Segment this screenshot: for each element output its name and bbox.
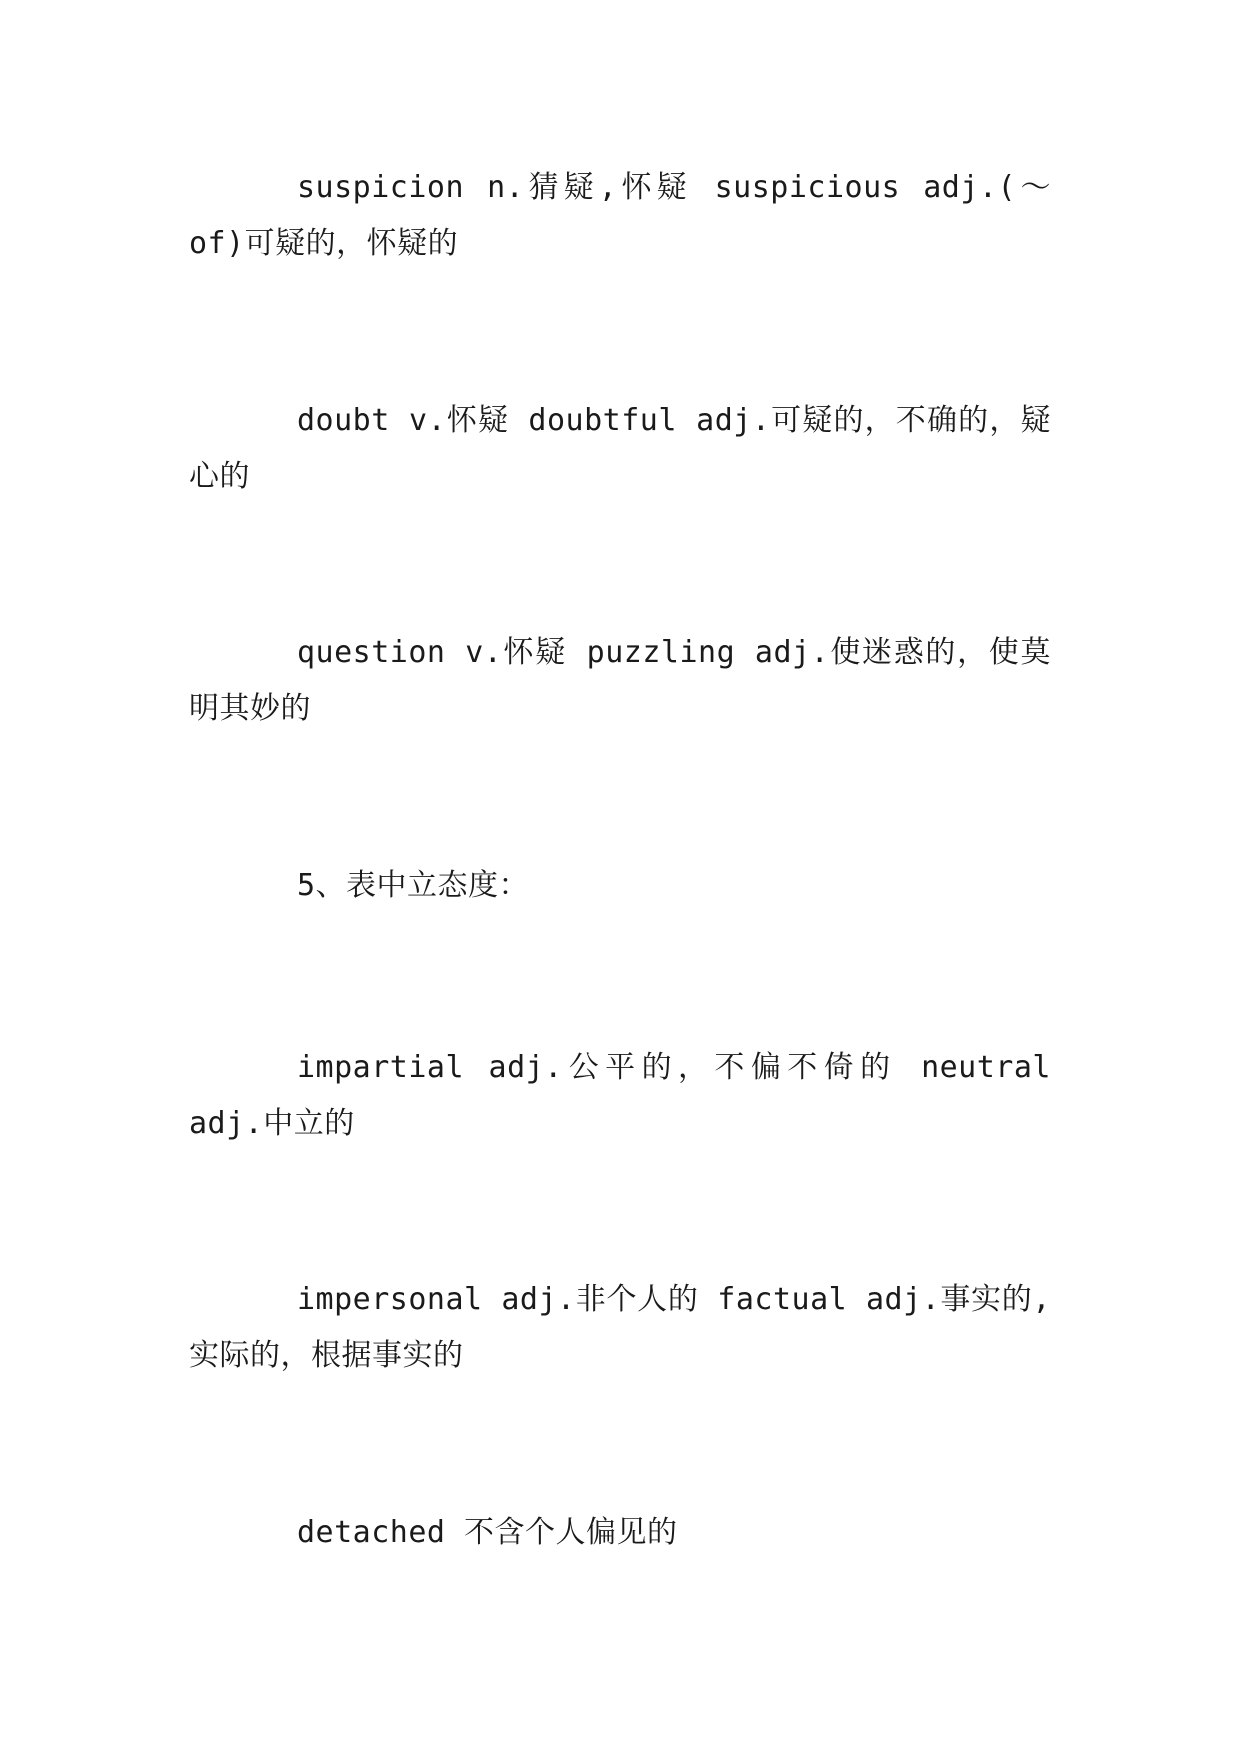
- paragraph-question: question v.怀疑 puzzling adj.使迷惑的，使莫明其妙的: [189, 635, 1051, 726]
- paragraph-detached: detached 不含个人偏见的: [297, 1515, 678, 1550]
- section-heading-neutral-attitude: 5、表中立态度：: [297, 868, 530, 903]
- paragraph-impartial: impartial adj.公平的，不偏不倚的 neutral adj.中立的: [189, 1050, 1051, 1141]
- paragraph-suspicion: suspicion n.猜疑,怀疑 suspicious adj.(～of)可疑的，怀疑的: [189, 170, 1051, 261]
- paragraph-doubt: doubt v.怀疑 doubtful adj.可疑的，不确的，疑心的: [189, 403, 1051, 494]
- paragraph-impersonal: impersonal adj.非个人的 factual adj.事实的,实际的，根据事实的: [189, 1282, 1051, 1373]
